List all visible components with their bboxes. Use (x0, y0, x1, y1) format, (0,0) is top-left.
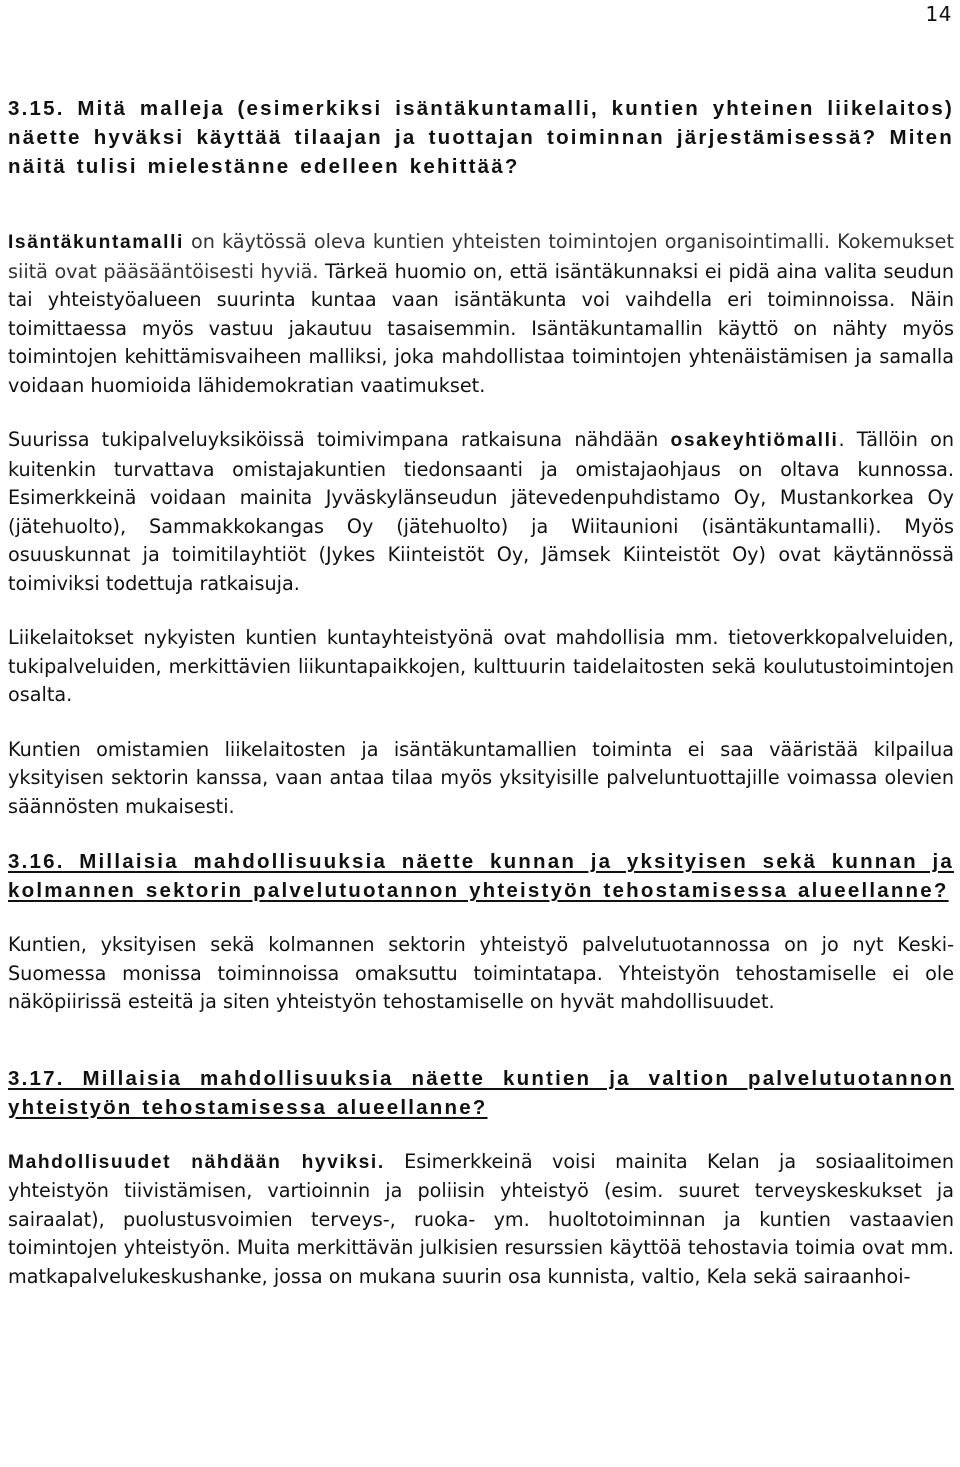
section-3-17-heading: 3.17. Millaisia mahdollisuuksia näette kuntien ja valtion palvelutuotannon yhteistyön tehostamisessa alueellanne? (8, 1066, 954, 1119)
section-3-15-paragraph-4: Kuntien omistamien liikelaitosten ja isäntäkuntamallien toiminta ei saa vääristää kilpailua yksityisen sektorin kanssa, vaan antaa tilaa myös yksityisille palveluntuottajille voimassa olevien säännösten mukaisesti. (8, 737, 954, 818)
paragraph-text: Suurissa tukipalveluyksiköissä toimivimpana ratkaisuna nähdään (8, 428, 671, 451)
section-3-16-heading: 3.16. Millaisia mahdollisuuksia näette kunnan ja yksityisen sekä kunnan ja kolmannen sektorin palvelutuotannon yhteistyön tehostamisessa alueellanne? (8, 850, 954, 902)
paragraph-text: Esimerkkeinä voisi mainita Kelan ja sosiaalitoimen yhteistyön tiivistämisen, vartioinnin ja poliisin yhteistyö (esim. suuret terveyskeskukset ja sairaalat), puolustusvoimien terveys-, ruoka- ym. huoltotoiminnan ja kuntien vastaavien toimintojen yhteistyön. Muita merkittävän julkisien resurssien käyttöä tehostavia toimia ovat mm. matkapalvelukeskushanke, jossa on mukana suurin osa kunnista, valtio, Kela sekä sairaanhoi- (8, 1149, 954, 1288)
section-3-15-paragraph-3: Liikelaitokset nykyisten kuntien kuntayhteistyönä ovat mahdollisia mm. tietoverkkopalveluiden, tukipalveluiden, merkittävien liikuntapaikkojen, kulttuurin taidelaitosten sekä koulutustoimintojen osalta. (8, 626, 954, 706)
section-3-16-paragraph-1: Kuntien, yksityisen sekä kolmannen sektorin yhteistyö palvelutuotannossa on jo nyt Keski-Suomessa monissa toiminnoissa omaksuttu toimintatapa. Yhteistyön tehostamiselle ei ole näköpiirissä esteitä ja siten yhteistyön tehostamiselle on hyvät mahdollisuudet. (8, 933, 954, 1013)
mahdollisuudet-term: Mahdollisuudet nähdään hyviksi. (8, 1151, 385, 1173)
page-number: 14 (925, 2, 952, 26)
document-body (8, 94, 954, 1291)
paragraph-text: Tärkeä huomio on, että isäntäkunnaksi ei pidä aina valita seudun tai yhteistyöalueen suurinta kuntaa vaan isäntäkunta voi vaihdella eri toiminnoissa. Näin toimittaessa myös vastuu jakautuu tasaisemmin. Isäntäkuntamallin käyttö on nähty myös toimintojen kehittämisvaiheen malliksi, joka mahdollistaa toimintojen yhtenäistämisen ja samalla voidaan huomioida lähidemokratian vaatimukset. (8, 259, 954, 397)
section-3-15-heading: 3.15. Mitä malleja (esimerkiksi isäntäkuntamalli, kuntien yhteinen liikelaitos) näette hyväksi käyttää tilaajan ja tuottajan toiminnan järjestämisessä? Miten näitä tulisi mielestänne edelleen kehittää? (8, 97, 954, 178)
section-3-15-paragraph-1 (8, 228, 954, 400)
section-3-15-paragraph-2 (8, 426, 954, 598)
osakeyhtiomalli-term: osakeyhtiömalli (670, 430, 839, 451)
isantakuntamalli-term: Isäntäkuntamalli (8, 232, 184, 253)
paragraph-text: . Tällöin on kuitenkin turvattava omistajakuntien tiedonsaanti ja omistajaohjaus on oltava kunnossa. Esimerkkeinä voidaan mainita Jyväskylänseudun jätevedenpuhdistamo Oy, Mustankorkea Oy (jätehuolto), Sammakkokangas Oy (jätehuolto) ja Wiitaunioni (isäntäkuntamalli). Myös osuuskunnat ja toimitilayhtiöt (Jykes Kiinteistöt Oy, Jämsek Kiinteistöt Oy) ovat käytännössä toimiviksi todettuja ratkaisuja. (8, 428, 955, 595)
section-3-17-paragraph-1 (8, 1148, 954, 1292)
paragraph-text: on käytössä oleva kuntien yhteisten toimintojen organisointimalli. Kokemukset siitä ovat pääsääntöisesti hyviä. (8, 230, 954, 283)
